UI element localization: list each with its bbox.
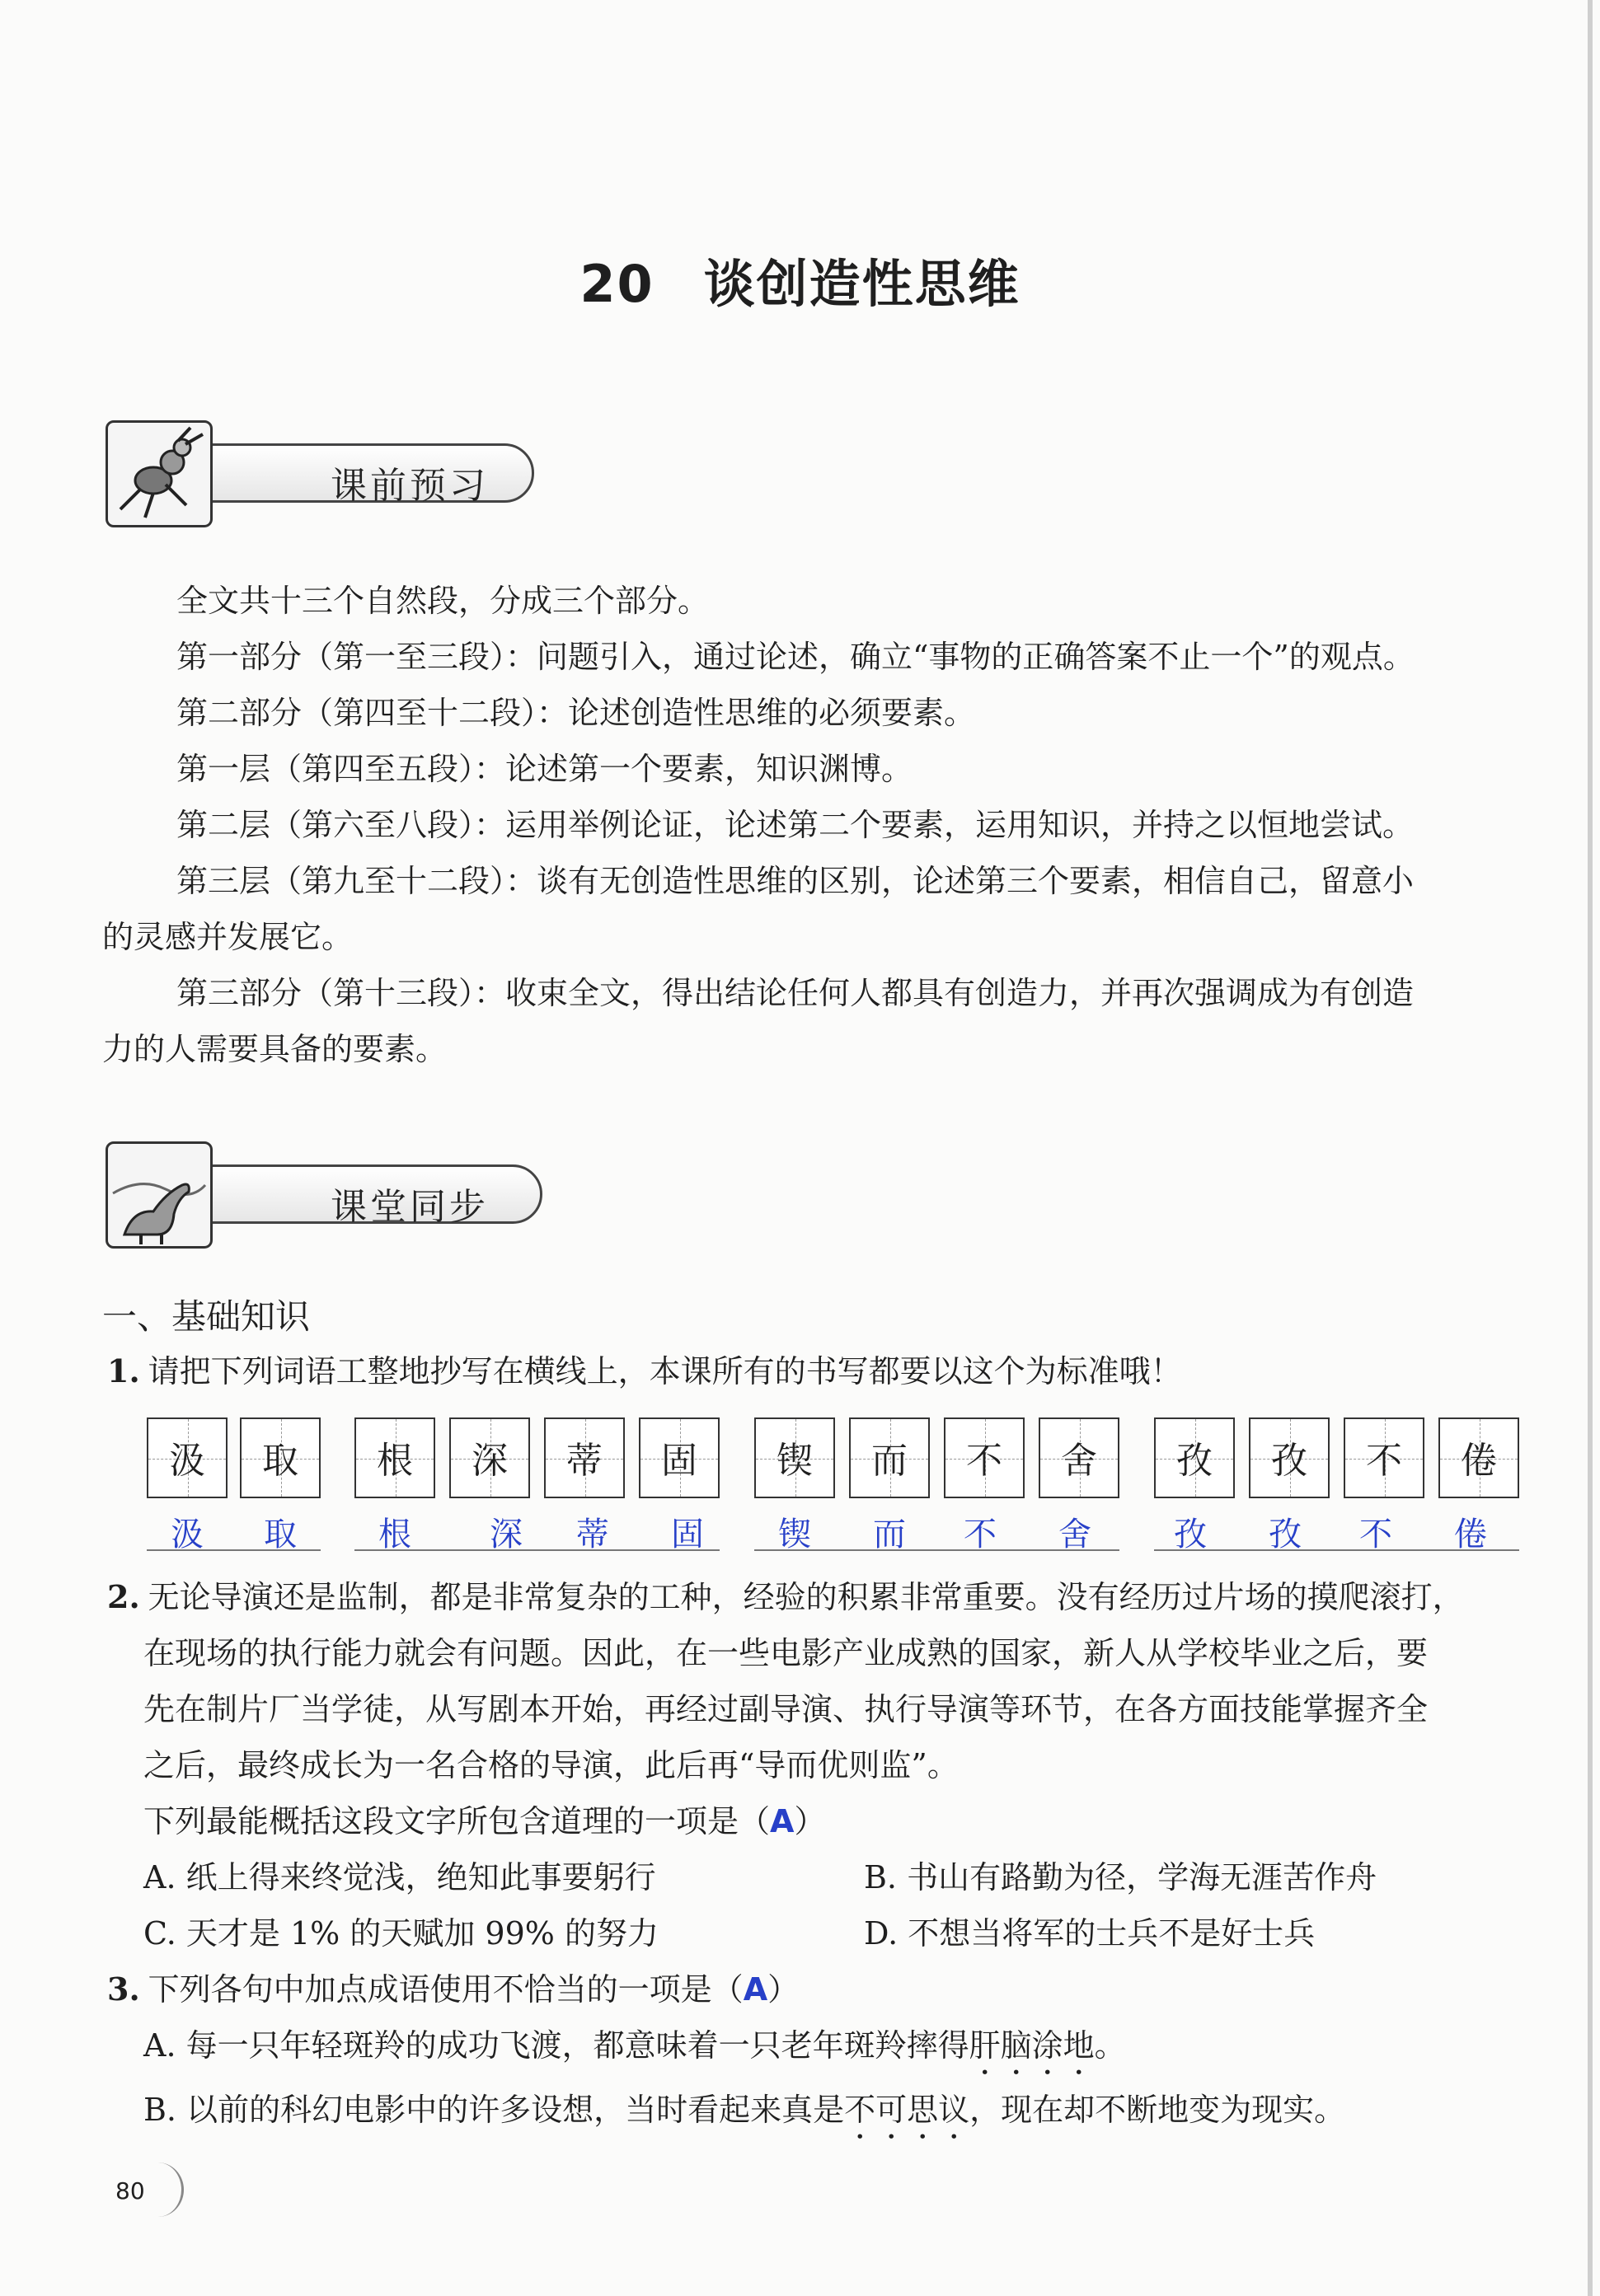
question-number: 1. — [107, 1352, 140, 1389]
section-pill — [204, 443, 534, 507]
char-cell: 倦 — [1438, 1417, 1519, 1498]
handwritten-char: 倦 — [1454, 1516, 1487, 1553]
section-header-preview — [106, 420, 551, 544]
question-3 — [107, 1961, 1525, 2146]
option-a-end: 。 — [1094, 2027, 1126, 2064]
writing-line — [754, 1549, 1119, 1551]
handwritten-char: 而 — [873, 1516, 906, 1553]
char-cell: 深 — [449, 1417, 530, 1498]
char-cell: 固 — [639, 1417, 720, 1498]
preview-text — [102, 573, 1520, 1077]
passage-line: 先在制片厂当学徒，从写剧本开始，再经过副导演、执行导演等环节，在各方面技能掌握齐全 — [143, 1691, 1429, 1727]
handwritten-char: 取 — [264, 1516, 297, 1553]
handwritten-char: 孜 — [1174, 1516, 1207, 1553]
writing-line — [147, 1549, 321, 1551]
question-2 — [107, 1569, 1525, 1849]
handwritten-char: 锲 — [778, 1516, 811, 1553]
lesson-number: 20 — [579, 254, 655, 314]
question-1 — [107, 1343, 1525, 1399]
handwritten-char: 固 — [671, 1516, 704, 1553]
option-c: C. 天才是 1% 的天赋加 99% 的努力 — [143, 1915, 659, 1952]
page-number-text: 80 — [115, 2177, 145, 2205]
handwritten-char: 不 — [1359, 1516, 1392, 1553]
handwritten-char: 孜 — [1269, 1516, 1302, 1553]
passage-line: 之后，最终成长为一名合格的导演，此后再“导而优则监”。 — [143, 1747, 959, 1783]
question-text: 请把下列词语工整地抄写在横线上，本课所有的书写都要以这个为标准哦！ — [148, 1353, 1182, 1389]
option-d: D. 不想当将军的士兵不是好士兵 — [864, 1915, 1316, 1952]
ant-icon — [106, 420, 213, 527]
char-cell: 孜 — [1154, 1417, 1235, 1498]
prompt-end: ） — [767, 1971, 800, 2008]
char-cell: 锲 — [754, 1417, 835, 1498]
section-pill — [204, 1164, 542, 1228]
paragraph: 第一部分（第一至三段）：问题引入，通过论述，确立“事物的正确答案不止一个”的观点。 — [176, 639, 1415, 675]
lesson-title: 谈创造性思维 — [703, 254, 1021, 314]
question-prompt: 下列各句中加点成语使用不恰当的一项是（ — [148, 1971, 744, 2008]
handwritten-char: 深 — [490, 1516, 523, 1553]
char-cell: 孜 — [1249, 1417, 1330, 1498]
char-cell: 不 — [944, 1417, 1025, 1498]
prompt-end: ） — [794, 1803, 826, 1839]
page-title — [0, 243, 1600, 316]
char-cell: 舍 — [1039, 1417, 1119, 1498]
answer-mark: A — [743, 1971, 768, 2008]
char-cell: 不 — [1344, 1417, 1424, 1498]
dotted-idiom: 肝脑涂地 — [969, 2027, 1095, 2064]
writing-line — [354, 1549, 720, 1551]
page-number-arc — [132, 2162, 184, 2217]
copy-grid — [0, 1417, 1600, 1558]
section-title: 课堂同步 — [331, 1186, 489, 1228]
writing-line — [1154, 1549, 1519, 1551]
paragraph: 全文共十三个自然段，分成三个部分。 — [176, 583, 710, 619]
dotted-idiom: 不可思议 — [844, 2092, 970, 2128]
handwritten-char: 不 — [964, 1516, 997, 1553]
section-heading-basic: 一、基础知识 — [102, 1296, 311, 1337]
page-number — [99, 2166, 165, 2215]
paragraph: 第二部分（第四至十二段）：论述创造性思维的必须要素。 — [176, 695, 976, 731]
char-cell: 而 — [849, 1417, 930, 1498]
char-cell: 蒂 — [544, 1417, 625, 1498]
paragraph: 第三部分（第十三段）：收束全文，得出结论任何人都具有创造力，并再次强调成为有创造 — [176, 975, 1415, 1011]
question-number: 3. — [107, 1970, 140, 2008]
handwritten-char: 汲 — [171, 1516, 204, 1553]
passage-line: 在现场的执行能力就会有问题。因此，在一些电影产业成熟的国家，新人从学校毕业之后，要 — [143, 1635, 1429, 1671]
passage-line: 无论导演还是监制，都是非常复杂的工种，经验的积累非常重要。没有经历过片场的摸爬滚打， — [148, 1579, 1464, 1615]
page-edge-line — [1588, 0, 1593, 2296]
section-title: 课前预习 — [331, 465, 489, 507]
char-cell: 根 — [354, 1417, 435, 1498]
question-number: 2. — [107, 1578, 140, 1615]
option-a-text: A. 每一只年轻斑羚的成功飞渡，都意味着一只老年斑羚摔得 — [143, 2027, 969, 2064]
paragraph: 第一层（第四至五段）：论述第一个要素，知识渊博。 — [176, 751, 913, 787]
paragraph: 的灵感并发展它。 — [102, 919, 354, 955]
option-b: B. 书山有路勤为径，学海无涯苦作舟 — [864, 1859, 1377, 1895]
option-a: A. 纸上得来终觉浅，绝知此事要躬行 — [143, 1859, 656, 1895]
handwritten-char: 舍 — [1058, 1516, 1091, 1553]
handwritten-char: 蒂 — [576, 1516, 609, 1553]
char-cell: 取 — [240, 1417, 321, 1498]
option-b-text: B. 以前的科幻电影中的许多设想，当时看起来真是 — [143, 2092, 845, 2128]
question-prompt: 下列最能概括这段文字所包含道理的一项是（ — [143, 1803, 771, 1839]
paragraph: 力的人需要具备的要素。 — [102, 1031, 448, 1067]
char-cell: 汲 — [147, 1417, 228, 1498]
paragraph: 第二层（第六至八段）：运用举例论证，论述第二个要素，运用知识，并持之以恒地尝试。 — [176, 807, 1415, 843]
option-b-end: ，现在却不断地变为现实。 — [969, 2092, 1346, 2128]
section-header-classroom — [106, 1141, 551, 1265]
dinosaur-icon — [106, 1141, 213, 1249]
answer-mark: A — [770, 1803, 795, 1839]
paragraph: 第三层（第九至十二段）：谈有无创造性思维的区别，论述第三个要素，相信自己，留意小 — [176, 863, 1415, 899]
handwritten-char: 根 — [378, 1516, 411, 1553]
